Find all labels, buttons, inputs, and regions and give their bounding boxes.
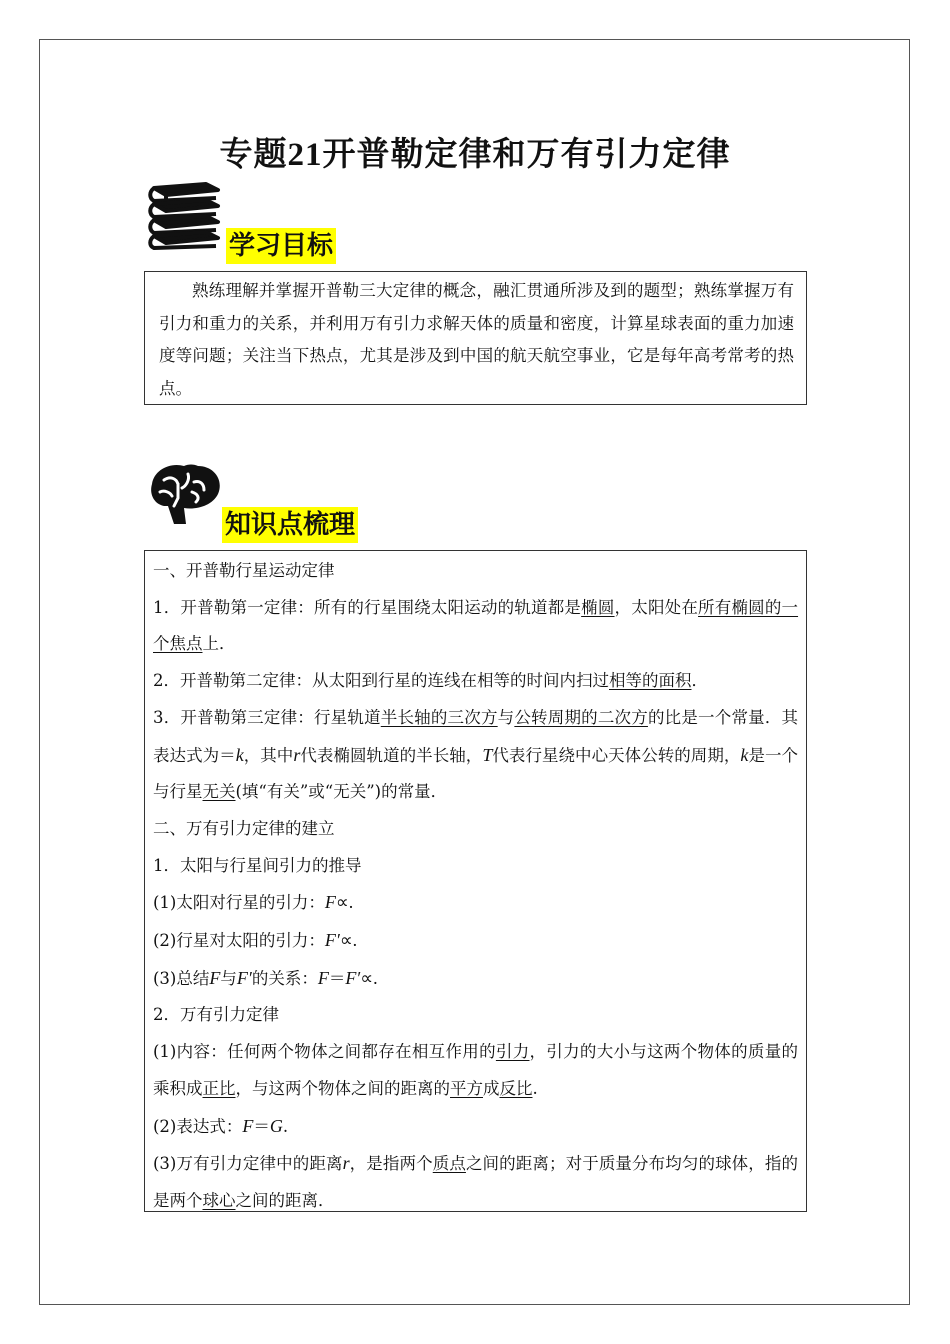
kepler-second-law: 2．开普勒第二定律：从太阳到行星的连线在相等的时间内扫过相等的面积． xyxy=(153,671,708,691)
title-prefix: 专题 xyxy=(219,134,288,173)
heading-gravitation: 二、万有引力定律的建立 xyxy=(153,818,335,838)
books-icon xyxy=(146,180,222,250)
derivation-1: (1)太阳对行星的引力：F∝. xyxy=(153,892,354,913)
knowledge-box xyxy=(144,550,807,1212)
knowledge-section-label: 知识点梳理 xyxy=(222,507,358,543)
title-rest: 开普勒定律和万有引力定律 xyxy=(322,134,731,173)
derivation-3: (3)总结F与F′的关系：F＝F′∝. xyxy=(153,967,378,988)
kepler-first-law: 1．开普勒第一定律：所有的行星围绕太阳运动的轨道都是椭圆，太阳处在所有椭圆的一个焦点上． xyxy=(153,597,799,654)
subheading-derivation: 1．太阳与行星间引力的推导 xyxy=(153,855,362,875)
derivation-2: (2)行星对太阳的引力：F′∝. xyxy=(153,930,358,951)
heading-kepler: 一、开普勒行星运动定律 xyxy=(153,561,335,580)
brain-icon xyxy=(148,462,222,528)
page-title xyxy=(0,128,950,175)
subheading-law: 2．万有引力定律 xyxy=(153,1005,279,1025)
law-distance: (3)万有引力定律中的距离r，是指两个质点之间的距离；对于质量分布均匀的球体，指的是两个球心之间的距离． xyxy=(153,1153,799,1210)
law-expression: (2)表达式：F＝G. xyxy=(153,1115,289,1136)
kepler-third-law: 3．开普勒第三定律：行星轨道半长轴的三次方与公转周期的二次方的比是一个常量．其表达式为＝k，其中r代表椭圆轨道的半长轴，T代表行星绕中心天体公转的周期，k是一个与行星无关(填“有关”或“无关”)的常量． xyxy=(153,707,799,802)
goals-box: 熟练理解并掌握开普勒三大定律的概念，融汇贯通所涉及到的题型；熟练掌握万有引力和重力的关系，并利用万有引力求解天体的质量和密度，计算星球表面的重力加速度等问题；关注当下热点，尤其是涉及到中国的航天航空事业，它是每年高考常考的热点。 xyxy=(144,271,807,405)
goals-section-label: 学习目标 xyxy=(226,228,336,264)
law-content: (1)内容：任何两个物体之间都存在相互作用的引力，引力的大小与这两个物体的质量的乘积成正比，与这两个物体之间的距离的平方成反比. xyxy=(153,1042,799,1098)
title-number: 21 xyxy=(287,137,323,173)
